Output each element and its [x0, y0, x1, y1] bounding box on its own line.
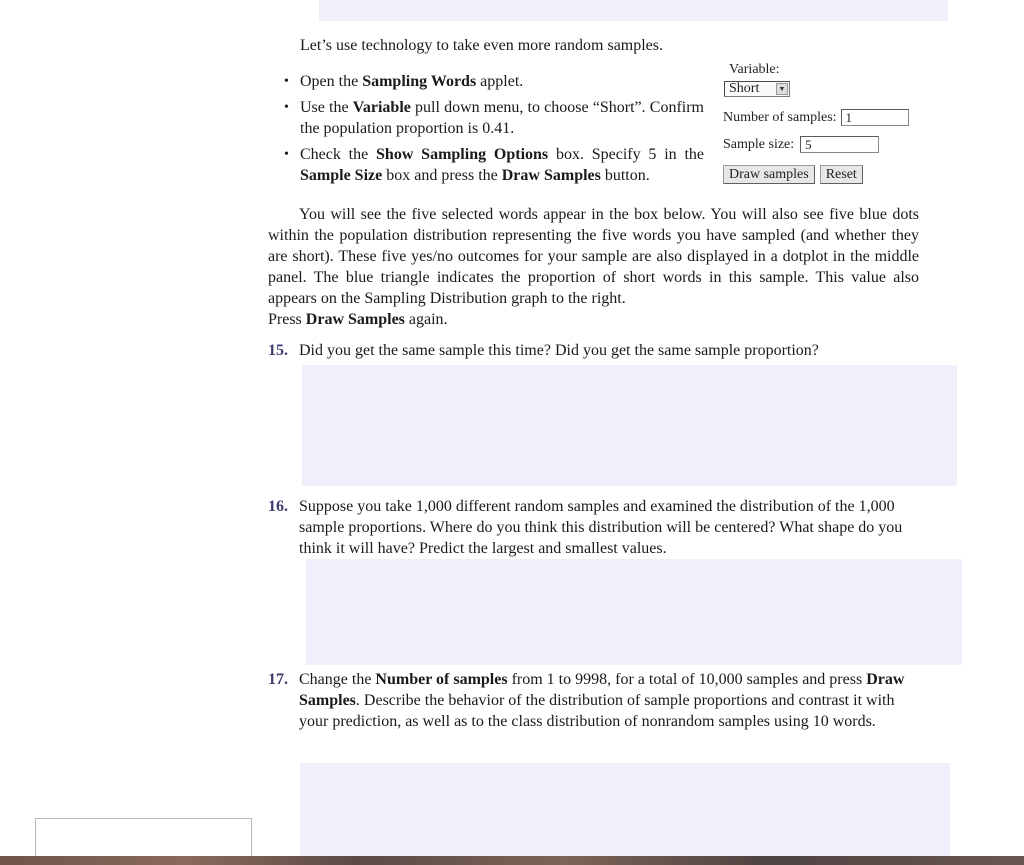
variable-select-value: Short — [729, 81, 760, 96]
instruction-paragraph: You will see the five selected words appear in the box below. You will also see five blue dots within the population distribution representing the five words you have sampled (and whether they are short). These five yes/no outcomes for your sample are also displayed in a dotplot in the middle panel. The blue triangle indicates the proportion of short words in this sample. This value also appears on the Sampling Distribution graph to the right. Press Draw Samples again. — [268, 206, 919, 328]
sample-size-label: Sample size: — [723, 136, 795, 152]
bullet-icon: • — [284, 147, 289, 162]
thumbnail-frame[interactable] — [35, 818, 252, 858]
reset-button[interactable]: Reset — [820, 165, 863, 184]
question-number: 16. — [268, 498, 288, 515]
bullet-icon: • — [284, 74, 289, 89]
answer-box-17[interactable] — [300, 763, 950, 857]
question-text: Suppose you take 1,000 different random samples and examined the distribution of the 1,000 sample proportions. Where do you think this distribution will be centered? What shape do you think it will have? Predict the largest and smallest values. — [299, 498, 903, 557]
question-15 — [268, 340, 928, 361]
variable-label: Variable: — [729, 62, 780, 77]
num-samples-field[interactable]: 1 — [841, 109, 909, 126]
list-item: • Use the Variable pull down menu, to choose “Short”. Confirm the population proportion is 0.41. — [284, 99, 704, 137]
list-item: • Check the Show Sampling Options box. Specify 5 in the Sample Size box and press the Draw Samples button. — [284, 146, 705, 184]
question-16 — [268, 496, 913, 559]
question-17 — [268, 669, 908, 732]
num-samples-label: Number of samples: — [723, 109, 837, 125]
variable-select[interactable] — [724, 81, 790, 97]
answer-box-previous[interactable] — [319, 0, 948, 21]
sample-size-field[interactable]: 5 — [800, 136, 879, 153]
question-number: 17. — [268, 671, 288, 688]
question-text: Did you get the same sample this time? Did you get the same sample proportion? — [299, 342, 819, 359]
answer-box-15[interactable] — [302, 365, 957, 486]
intro-text: Let’s use technology to take even more random samples. — [300, 37, 664, 54]
draw-samples-button[interactable]: Draw samples — [723, 165, 815, 184]
instruction-list — [284, 71, 704, 191]
answer-box-16[interactable] — [306, 559, 962, 665]
bottom-background-strip — [0, 856, 1024, 865]
bullet-icon: • — [284, 100, 289, 115]
dropdown-arrow-icon[interactable]: ▼ — [776, 83, 788, 95]
question-number: 15. — [268, 342, 288, 359]
question-text: Change the Number of samples from 1 to 9998, for a total of 10,000 samples and press Draw Samples. Describe the behavior of the distribution of sample proportions and contrast it with your prediction, as well as to the class distribution of nonrandom samples using 10 words. — [299, 671, 905, 730]
list-item: • Open the Sampling Words applet. — [284, 73, 524, 90]
